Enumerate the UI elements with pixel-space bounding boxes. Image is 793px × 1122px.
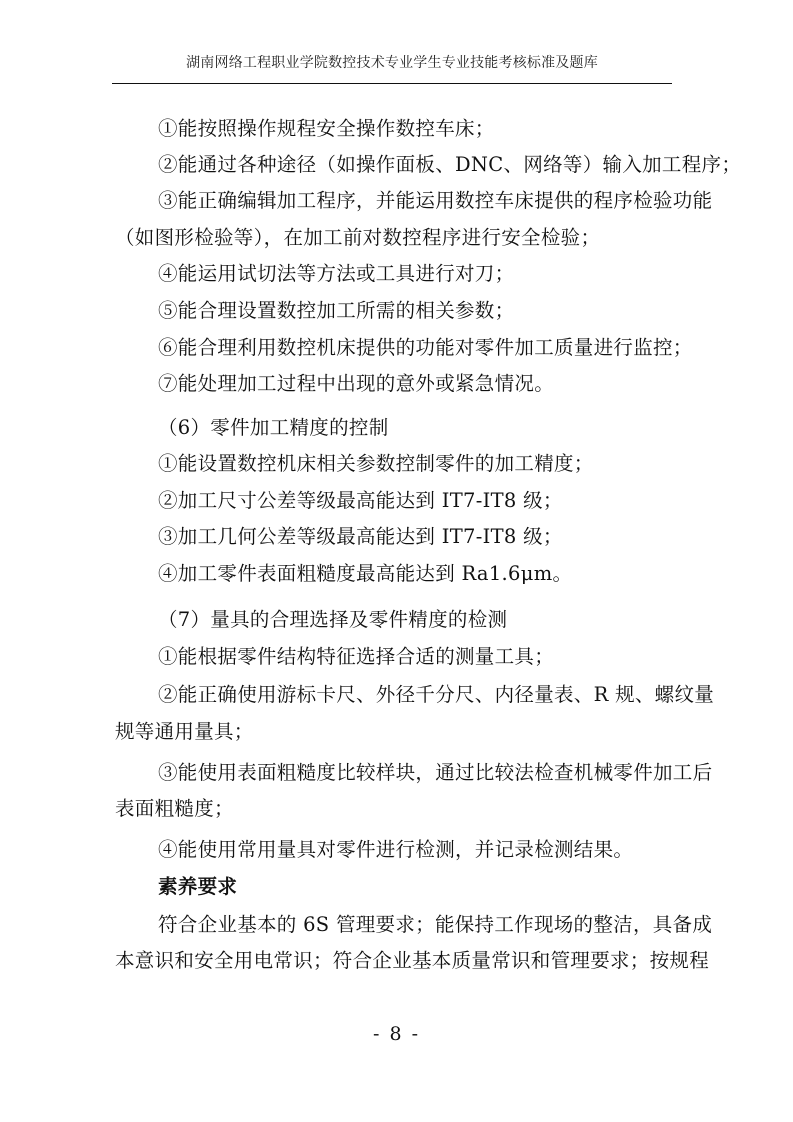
paragraph-line: ②能正确使用游标卡尺、外径千分尺、内径量表、R 规、螺纹量	[158, 683, 715, 706]
paragraph-line: ⑤能合理设置数控加工所需的相关参数；	[158, 299, 515, 322]
paragraph-line: ②能通过各种途径（如操作面板、DNC、网络等）输入加工程序；	[158, 153, 742, 176]
paragraph-line: （如图形检验等），在加工前对数控程序进行安全检验；	[115, 226, 601, 249]
paragraph-line: ⑦能处理加工过程中出现的意外或紧急情况。	[158, 372, 555, 395]
paragraph-line: ①能设置数控机床相关参数控制零件的加工精度；	[158, 452, 594, 475]
paragraph-line: ③能使用表面粗糙度比较样块，通过比较法检查机械零件加工后	[158, 761, 713, 784]
paragraph-line: ④能运用试切法等方法或工具进行对刀；	[158, 262, 515, 285]
paragraph-line: ①能按照操作规程安全操作数控车床；	[158, 117, 495, 140]
page-number: - 8 -	[372, 1023, 420, 1045]
section-heading: （7）量具的合理选择及零件精度的检测	[158, 608, 508, 631]
section-title-literacy-requirements: 素养要求	[158, 875, 238, 898]
running-header: 湖南网络工程职业学院数控技术专业学生专业技能考核标准及题库	[186, 55, 598, 71]
paragraph-line: 表面粗糙度；	[115, 797, 234, 820]
paragraph-line: ③加工几何公差等级最高能达到 IT7-IT8 级；	[158, 525, 563, 548]
paragraph-line: ⑥能合理利用数控机床提供的功能对零件加工质量进行监控；	[158, 336, 693, 359]
paragraph-line: ④能使用常用量具对零件进行检测，并记录检测结果。	[158, 838, 634, 861]
paragraph-line: ④加工零件表面粗糙度最高能达到 Ra1.6μm。	[158, 562, 573, 585]
paragraph-line: ①能根据零件结构特征选择合适的测量工具；	[158, 645, 555, 668]
header-divider	[112, 83, 672, 84]
paragraph-line: ②加工尺寸公差等级最高能达到 IT7-IT8 级；	[158, 489, 563, 512]
section-heading: （6）零件加工精度的控制	[158, 416, 389, 439]
paragraph-line: ③能正确编辑加工程序，并能运用数控车床提供的程序检验功能	[158, 189, 713, 212]
paragraph-line: 符合企业基本的 6S 管理要求；能保持工作现场的整洁，具备成	[158, 913, 713, 936]
paragraph-line: 规等通用量具；	[115, 720, 254, 743]
paragraph-line: 本意识和安全用电常识；符合企业基本质量常识和管理要求；按规程	[115, 949, 710, 972]
